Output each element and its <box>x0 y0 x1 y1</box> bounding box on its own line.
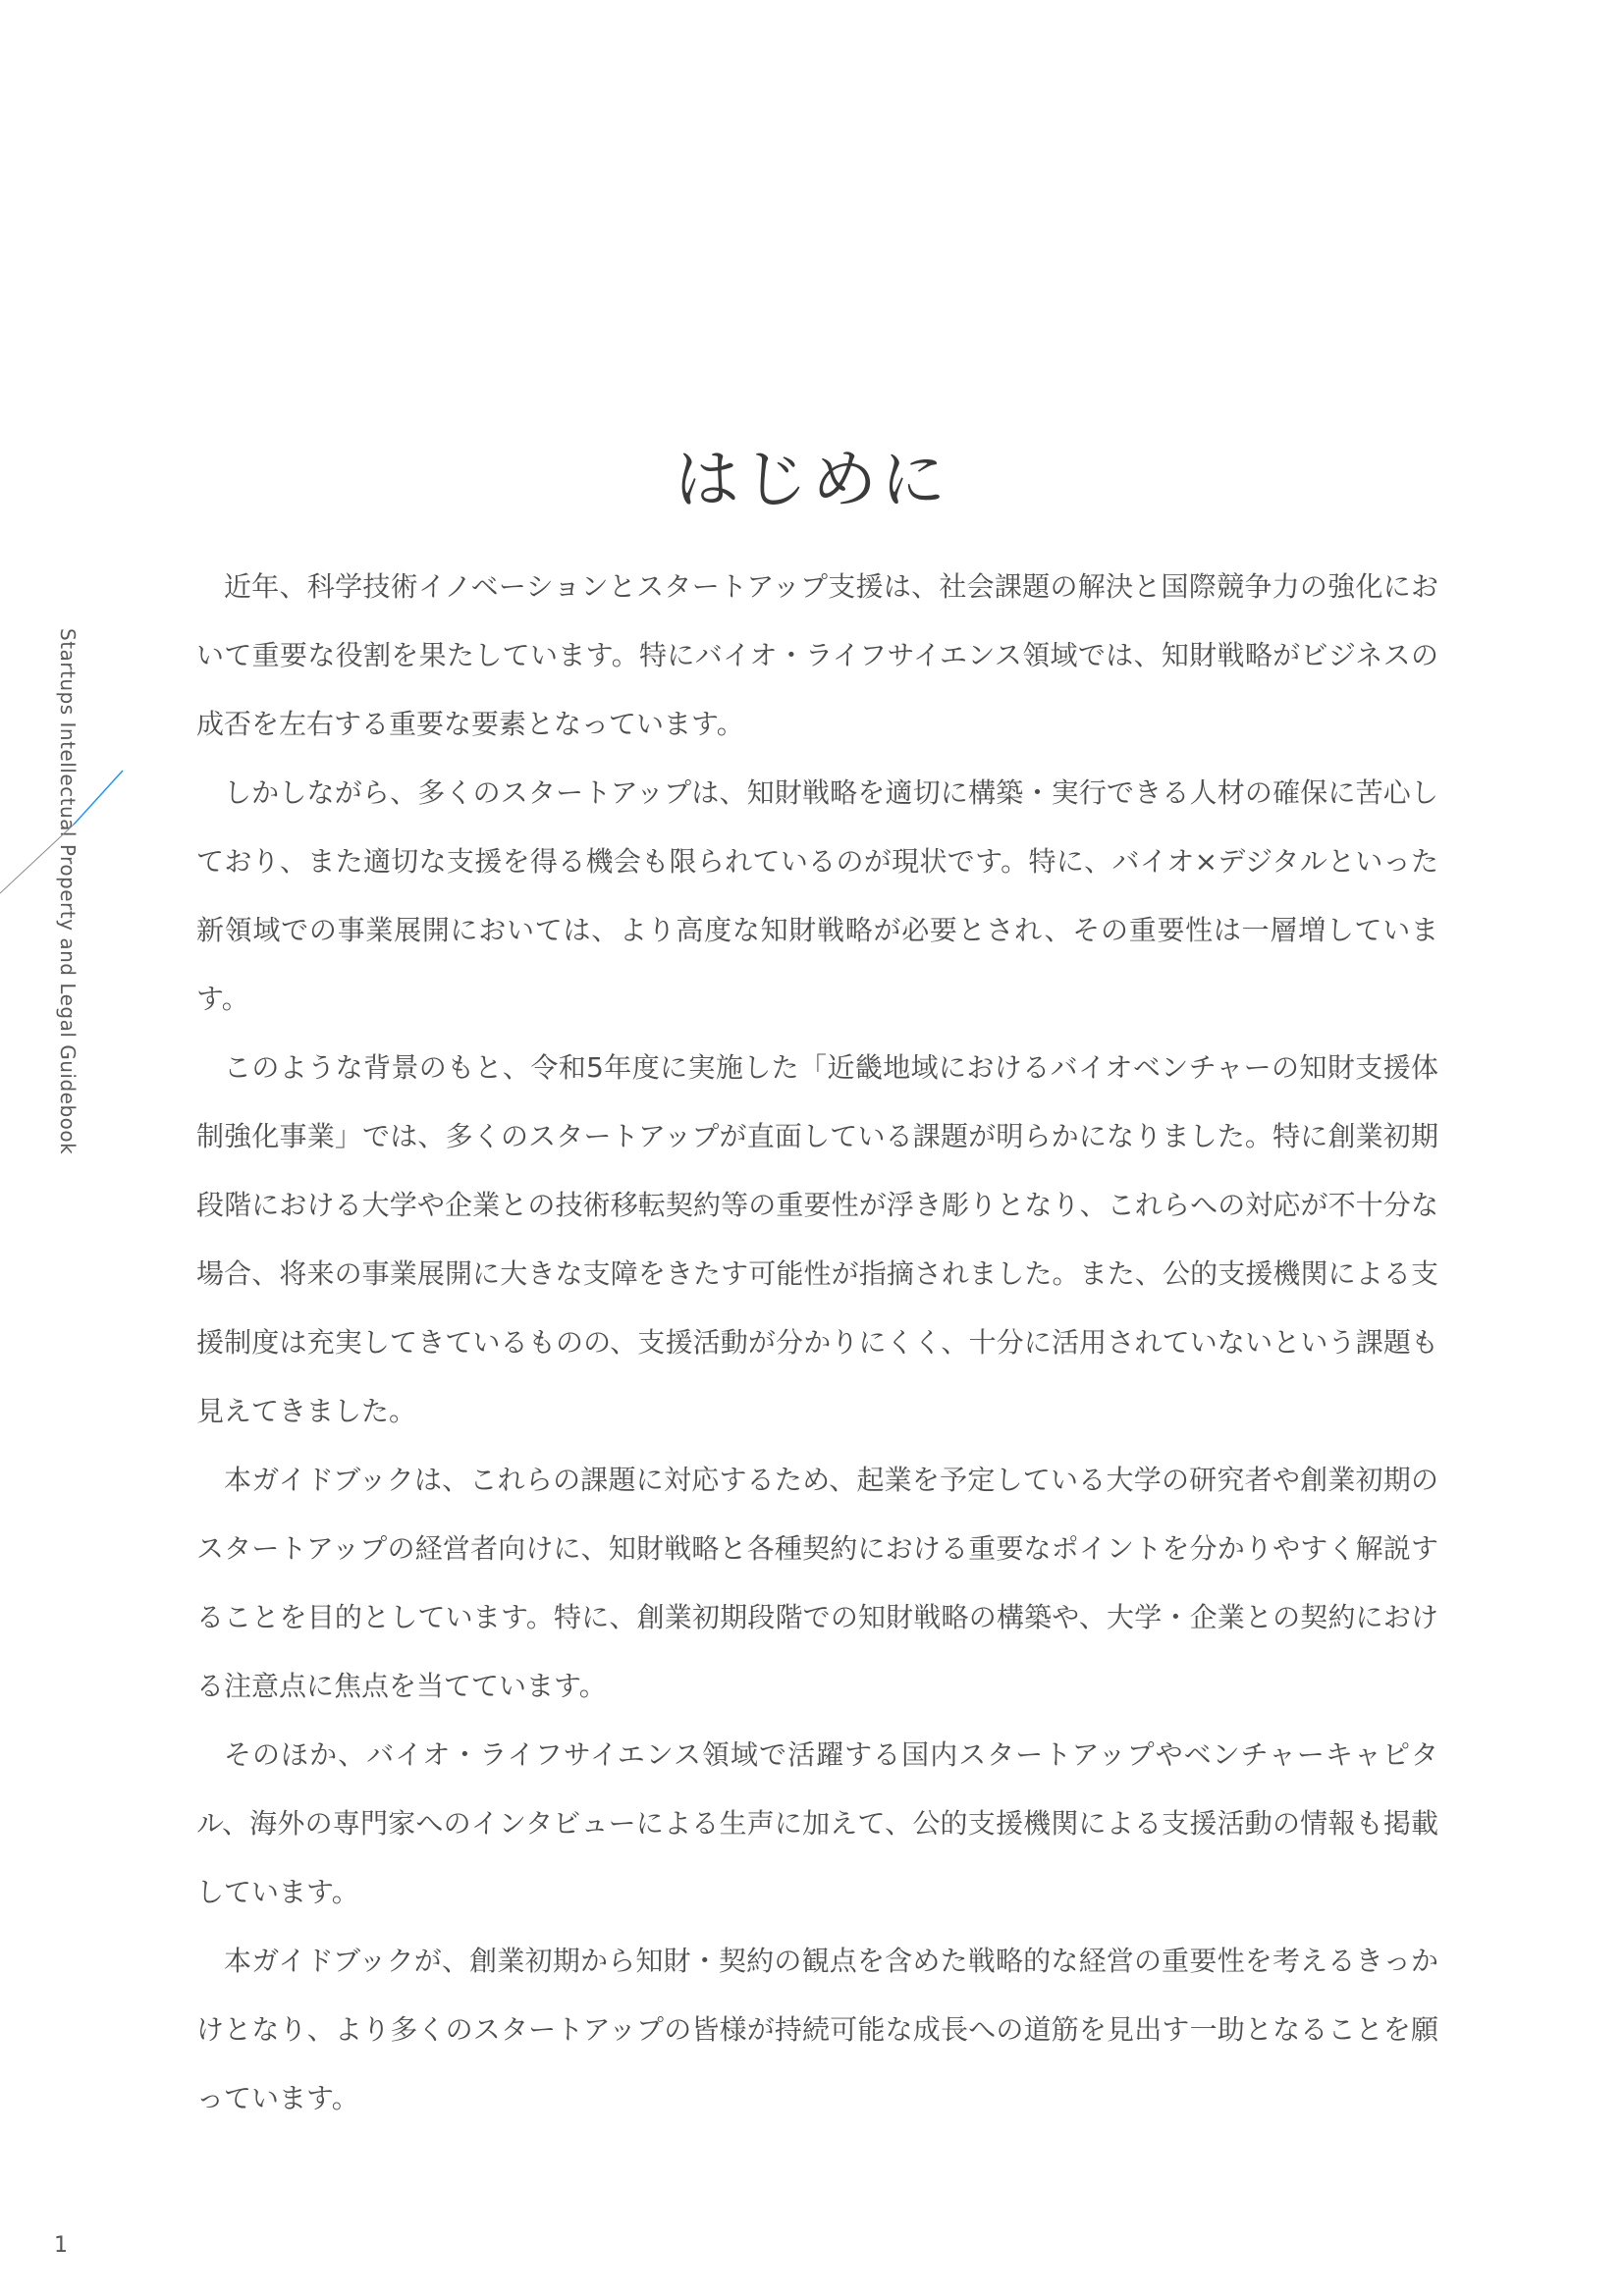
paragraph-2: しかしながら、多くのスタートアップは、知財戦略を適切に構築・実行できる人材の確保に苦心しており、また適切な支援を得る機会も限られているのが現状です。特に、バイオ×デジタルといった新領域での事業展開においては、より高度な知財戦略が必要とされ、その重要性は一層増しています。 <box>196 776 1438 1015</box>
paragraph-1: 近年、科学技術イノベーションとスタートアップ支援は、社会課題の解決と国際競争力の強化において重要な役割を果たしています。特にバイオ・ライフサイエンス領域では、知財戦略がビジネスの成否を左右する重要な要素となっています。 <box>196 570 1438 740</box>
decor-line-blue <box>74 771 123 825</box>
decorative-diagonal-lines <box>0 746 137 923</box>
paragraph-6: 本ガイドブックが、創業初期から知財・契約の観点を含めた戦略的な経営の重要性を考えるきっかけとなり、より多くのスタートアップの皆様が持続可能な成長への道筋を見出す一助となることを願っています。 <box>196 1945 1438 2114</box>
paragraph-5: そのほか、バイオ・ライフサイエンス領域で活躍する国内スタートアップやベンチャーキャピタル、海外の専門家へのインタビューによる生声に加えて、公的支援機関による支援活動の情報も掲載しています。 <box>196 1738 1438 1908</box>
body-text <box>196 553 1438 2133</box>
paragraph-4: 本ガイドブックは、これらの課題に対応するため、起業を予定している大学の研究者や創業初期のスタートアップの経営者向けに、知財戦略と各種契約における重要なポイントを分かりやすく解説することを目的としています。特に、創業初期段階での知財戦略の構築や、大学・企業との契約における注意点に焦点を当てています。 <box>196 1464 1438 1702</box>
page-number: 1 <box>54 2233 68 2258</box>
page-title: はじめに <box>675 442 949 518</box>
guidebook-side-label: Startups Intellectual Property and Legal Guidebook <box>56 628 80 1155</box>
paragraph-3: このような背景のもと、令和5年度に実施した「近畿地域におけるバイオベンチャーの知財支援体制強化事業」では、多くのスタートアップが直面している課題が明らかになりました。特に創業初期段階における大学や企業との技術移転契約等の重要性が浮き彫りとなり、これらへの対応が不十分な場合、将来の事業展開に大きな支障をきたす可能性が指摘されました。また、公的支援機関による支援制度は充実してきているものの、支援活動が分かりにくく、十分に活用されていないという課題も見えてきました。 <box>196 1051 1438 1427</box>
decor-line-gray <box>0 825 74 893</box>
